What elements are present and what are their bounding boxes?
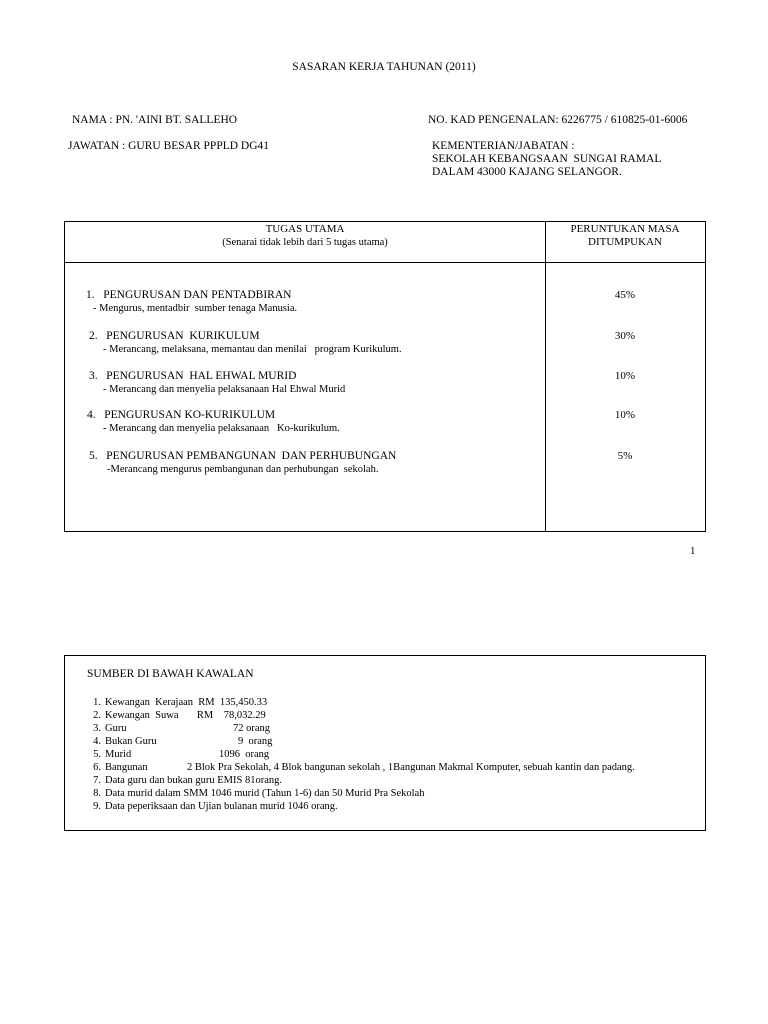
header-peruntukan-line-2: DITUMPUKAN (588, 236, 662, 248)
task-title: 4. PENGURUSAN KO-KURIKULUM (87, 409, 276, 421)
task-percent: 30% (614, 330, 636, 342)
task-title: 2. PENGURUSAN KURIKULUM (89, 330, 260, 342)
item-number: 4. (93, 736, 101, 747)
tugas-table (64, 221, 706, 532)
item-number: 7. (93, 775, 101, 786)
item-number: 3. (93, 723, 101, 734)
item-value: 1096 orang (219, 749, 270, 760)
header-peruntukan-line-1: PERUNTUKAN MASA (570, 223, 680, 235)
jawatan-field: JAWATAN : GURU BESAR PPPLD DG41 (68, 140, 270, 152)
task-desc: - Merancang dan menyelia pelaksanaan Ko-kurikulum. (103, 423, 340, 434)
item-number: 1. (93, 697, 101, 708)
item-label: Bangunan (105, 762, 148, 773)
item-label: Bukan Guru (105, 736, 157, 747)
sumber-heading: SUMBER DI BAWAH KAWALAN (87, 668, 254, 680)
page-title: SASARAN KERJA TAHUNAN (2011) (292, 61, 476, 73)
item-value: 9 orang (238, 736, 273, 747)
task-title: 1. PENGURUSAN DAN PENTADBIRAN (86, 289, 292, 301)
task-percent: 45% (614, 289, 636, 301)
item-value: 2 Blok Pra Sekolah, 4 Blok bangunan sekolah , 1Bangunan Makmal Komputer, sebuah kantin dan padang. (187, 762, 635, 773)
item-number: 5. (93, 749, 101, 760)
item-number: 9. (93, 801, 101, 812)
item-label: Kewangan Suwa RM 78,032.29 (105, 710, 266, 721)
kementerian-field: KEMENTERIAN/JABATAN : (432, 140, 575, 152)
item-label: Data peperiksaan dan Ujian bulanan murid 1046 orang. (105, 801, 338, 812)
sekolah-line-1: SEKOLAH KEBANGSAAN SUNGAI RAMAL (432, 153, 662, 165)
nama-field: NAMA : PN. 'AINI BT. SALLEHO (72, 114, 238, 126)
header-tugas-title: TUGAS UTAMA (265, 223, 345, 235)
item-label: Data guru dan bukan guru EMIS 81orang. (105, 775, 283, 786)
header-peruntukan (545, 223, 705, 249)
item-label: Murid (105, 749, 132, 760)
task-desc: - Merancang dan menyelia pelaksanaan Hal Ehwal Murid (103, 384, 346, 395)
task-percent: 10% (614, 370, 636, 382)
task-title: 3. PENGURUSAN HAL EHWAL MURID (89, 370, 297, 382)
task-desc: -Merancang mengurus pembangunan dan perhubungan sekolah. (107, 464, 379, 475)
item-number: 8. (93, 788, 101, 799)
kad-pengenalan-field: NO. KAD PENGENALAN: 6226775 / 610825-01-6006 (428, 114, 688, 126)
task-title: 5. PENGURUSAN PEMBANGUNAN DAN PERHUBUNGAN (89, 450, 397, 462)
item-label: Data murid dalam SMM 1046 murid (Tahun 1-6) dan 50 Murid Pra Sekolah (105, 788, 425, 799)
header-tugas-utama (65, 223, 545, 249)
task-desc: - Mengurus, mentadbir sumber tenaga Manusia. (93, 303, 298, 314)
item-value: 72 orang (233, 723, 271, 734)
task-desc: - Merancang, melaksana, memantau dan menilai program Kurikulum. (103, 344, 402, 355)
item-number: 2. (93, 710, 101, 721)
item-label: Guru (105, 723, 127, 734)
header-tugas-subtitle: (Senarai tidak lebih dari 5 tugas utama) (222, 237, 388, 248)
table-header-divider (65, 262, 705, 263)
task-percent: 10% (614, 409, 636, 421)
sekolah-line-2: DALAM 43000 KAJANG SELANGOR. (432, 166, 622, 178)
sumber-box (64, 655, 706, 831)
item-label: Kewangan Kerajaan RM 135,450.33 (105, 697, 268, 708)
item-number: 6. (93, 762, 101, 773)
page-number: 1 (690, 545, 696, 557)
task-percent: 5% (617, 450, 633, 462)
